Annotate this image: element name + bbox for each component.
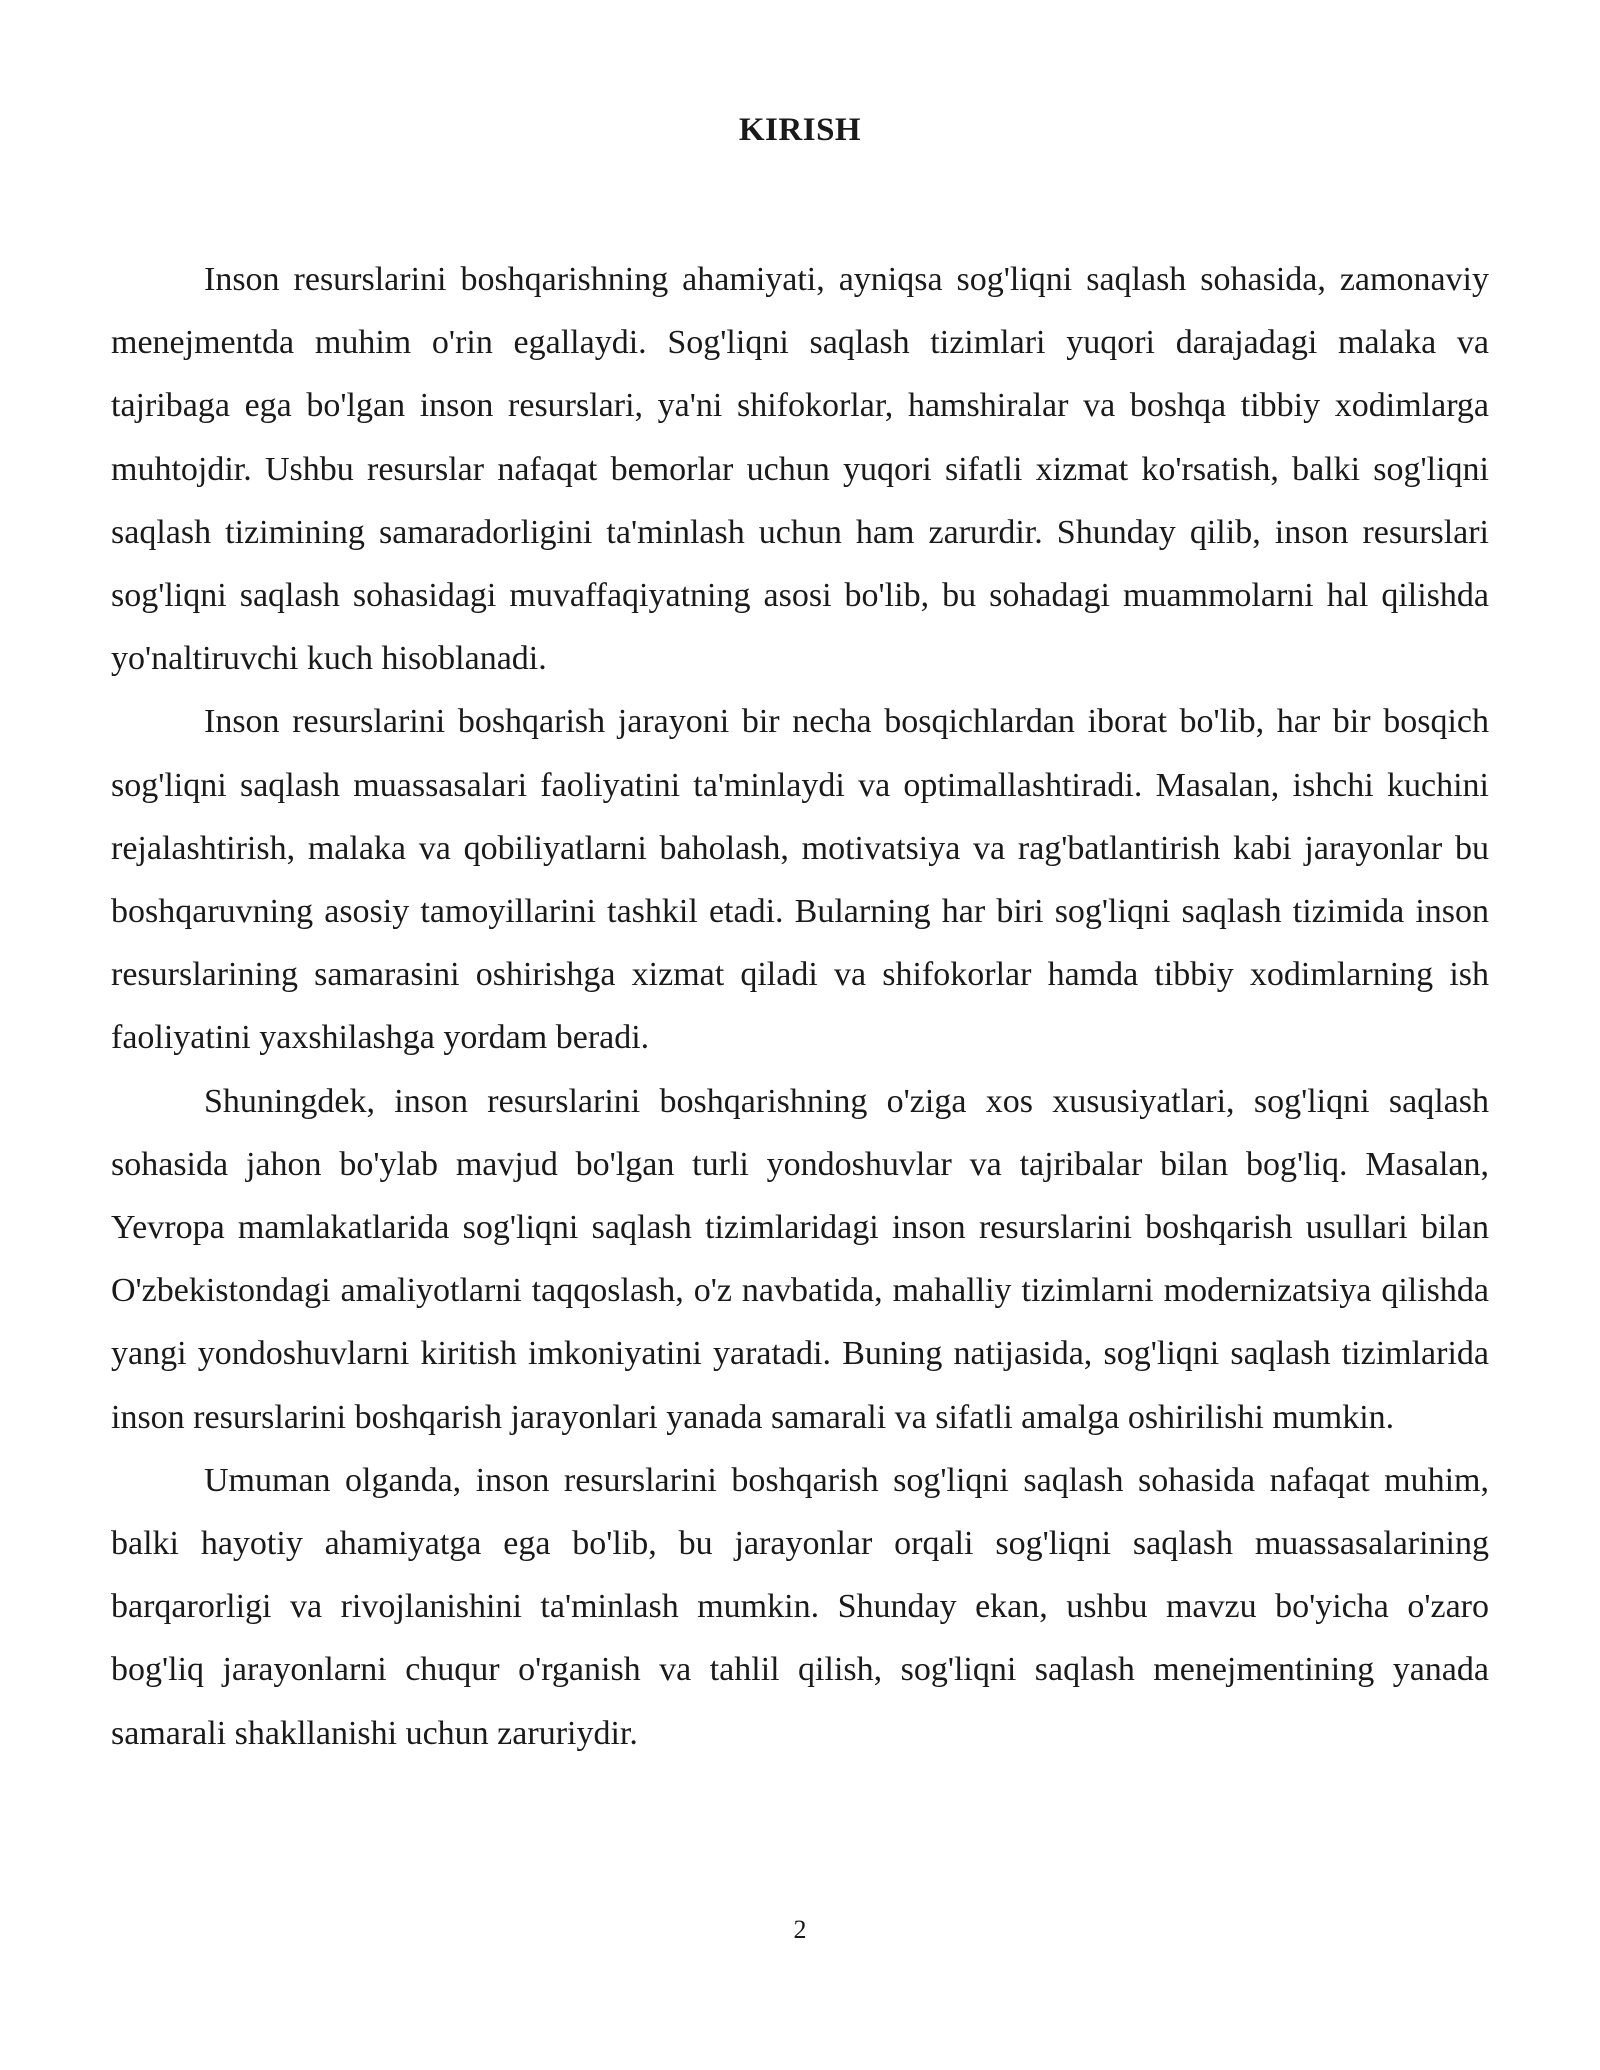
paragraph: Inson resurslarini boshqarishning ahamiyati, ayniqsa sog'liqni saqlash sohasida, zamonaviy menejmentda muhim o'rin egallaydi. Sog'liqni saqlash tizimlari yuqori darajadagi malaka va tajribaga ega bo'lgan inson resurslari, ya'ni shifokorlar, hamshiralar va boshqa tibbiy xodimlarga muhtojdir. Ushbu resurslar nafaqat bemorlar uchun yuqori sifatli xizmat ko'rsatish, balki sog'liqni saqlash tizimining samaradorligini ta'minlash uchun ham zarurdir. Shunday qilib, inson resurslari sog'liqni saqlash sohasidagi muvaffaqiyatning asosi bo'lib, bu sohadagi muammolarni hal qilishda yo'naltiruvchi kuch hisoblanadi. [111, 261, 1489, 678]
body-text [111, 248, 1489, 1765]
paragraph: Shuningdek, inson resurslarini boshqarishning o'ziga xos xususiyatlari, sog'liqni saqlash sohasida jahon bo'ylab mavjud bo'lgan turli yondoshuvlar va tajribalar bilan bog'liq. Masalan, Yevropa mamlakatlarida sog'liqni saqlash tizimlaridagi inson resurslarini boshqarish usullari bilan O'zbekistondagi amaliyotlarni taqqoslash, o'z navbatida, mahalliy tizimlarni modernizatsiya qilishda yangi yondoshuvlarni kiritish imkoniyatini yaratadi. Buning natijasida, sog'liqni saqlash tizimlarida inson resurslarini boshqarish jarayonlari yanada samarali va sifatli amalga oshirilishi mumkin. [111, 1082, 1489, 1436]
page-title: KIRISH [738, 112, 862, 148]
paragraph: Inson resurslarini boshqarish jarayoni bir necha bosqichlardan iborat bo'lib, har bir bosqich sog'liqni saqlash muassasalari faoliyatini ta'minlaydi va optimallashtiradi. Masalan, ishchi kuchini rejalashtirish, malaka va qobiliyatlarni baholash, motivatsiya va rag'batlantirish kabi jarayonlar bu boshqaruvning asosiy tamoyillarini tashkil etadi. Bularning har biri sog'liqni saqlash tizimida inson resurslarining samarasini oshirishga xizmat qiladi va shifokorlar hamda tibbiy xodimlarning ish faoliyatini yaxshilashga yordam beradi. [111, 703, 1489, 1057]
paragraph: Umuman olganda, inson resurslarini boshqarish sog'liqni saqlash sohasida nafaqat muhim, balki hayotiy ahamiyatga ega bo'lib, bu jarayonlar orqali sog'liqni saqlash muassasalarining barqarorligi va rivojlanishini ta'minlash mumkin. Shunday ekan, ushbu mavzu bo'yicha o'zaro bog'liq jarayonlarni chuqur o'rganish va tahlil qilish, sog'liqni saqlash menejmentining yanada samarali shakllanishi uchun zaruriydir. [111, 1461, 1489, 1752]
page-number: 2 [793, 1915, 807, 1944]
